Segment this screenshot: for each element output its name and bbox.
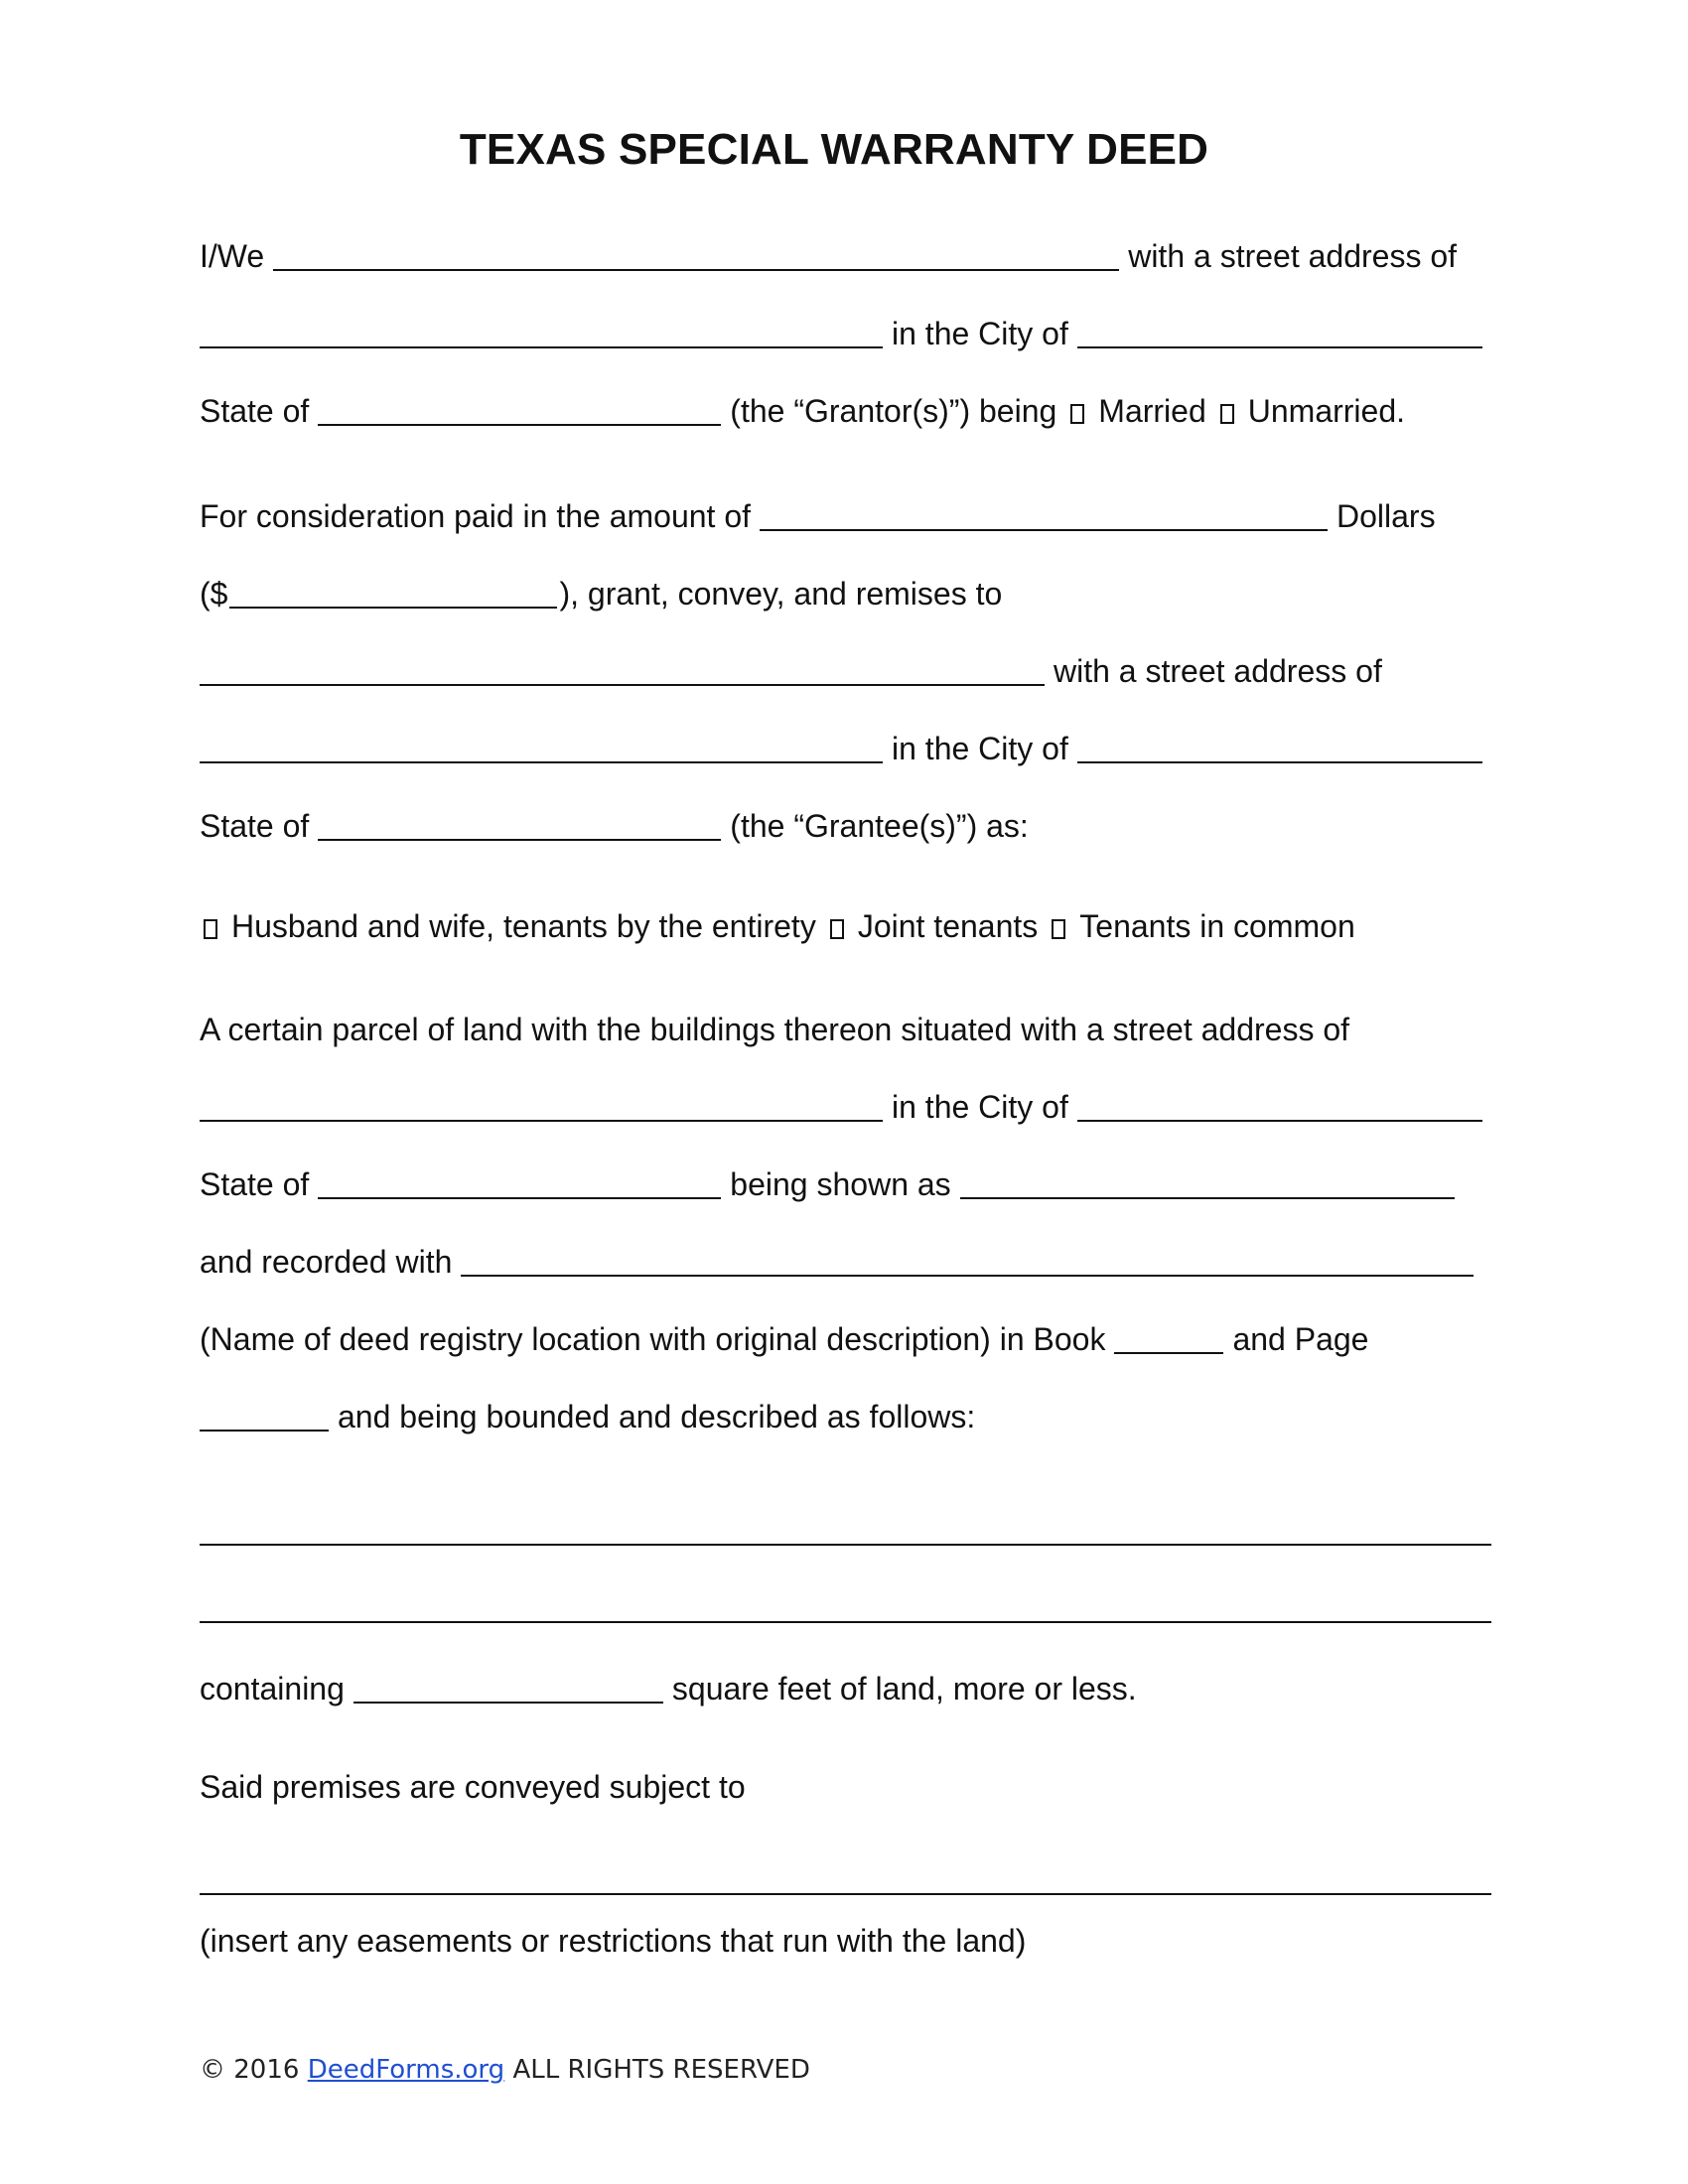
grantee-city-field[interactable] (1077, 759, 1482, 763)
shown-as-label: being shown as (730, 1166, 951, 1202)
tenancy-options-line (200, 903, 1490, 947)
subject-to-label: Said premises are conveyed subject to (200, 1769, 746, 1805)
unmarried-checkbox[interactable] (1220, 404, 1234, 424)
grantor-city-label: in the City of (892, 316, 1068, 351)
containing-label: containing (200, 1671, 345, 1706)
grantor-address-line (200, 311, 1490, 354)
grantor-designation: (the “Grantor(s)”) being (730, 393, 1057, 429)
parcel-city-field[interactable] (1077, 1118, 1482, 1122)
grantee-name-line (200, 648, 1490, 692)
footer (200, 2055, 810, 2085)
consideration-amount-line (200, 571, 1490, 614)
containing-line (200, 1666, 1490, 1709)
joint-tenants-label: Joint tenants (857, 908, 1039, 944)
square-feet-text: square feet of land, more or less. (671, 1671, 1137, 1706)
book-field[interactable] (1114, 1350, 1223, 1354)
grantee-state-label: State of (200, 808, 310, 844)
parcel-address-line (200, 1084, 1490, 1128)
tenants-entirety-checkbox[interactable] (204, 919, 217, 939)
parcel-street-field[interactable] (200, 1118, 883, 1122)
tenants-common-checkbox[interactable] (1052, 919, 1065, 939)
grantor-state-label: State of (200, 393, 310, 429)
description-line-1[interactable] (200, 1544, 1491, 1546)
grantor-state-field[interactable] (318, 422, 721, 426)
unmarried-label: Unmarried. (1247, 393, 1406, 429)
parcel-intro: A certain parcel of land with the buildings thereon situated with a street address of (200, 1012, 1350, 1047)
grantor-name-line (200, 233, 1490, 277)
registry-line (200, 1316, 1490, 1360)
grantor-street-field[interactable] (200, 344, 883, 348)
grantor-name-field[interactable] (273, 267, 1119, 271)
tenants-entirety-label: Husband and wife, tenants by the entirety (231, 908, 816, 944)
parcel-state-label: State of (200, 1166, 310, 1202)
consideration-amount-number-field[interactable] (229, 605, 557, 609)
dollar-open: ($ (200, 576, 228, 612)
grantee-address-line (200, 726, 1490, 769)
parcel-city-label: in the City of (892, 1089, 1068, 1125)
married-label: Married (1098, 393, 1206, 429)
grantee-city-label: in the City of (892, 731, 1068, 766)
description-line-2[interactable] (200, 1621, 1491, 1623)
grant-text: ), grant, convey, and remises to (559, 576, 1003, 612)
page-number-field[interactable] (200, 1428, 329, 1432)
copyright-text: © 2016 (200, 2055, 300, 2085)
grantee-designation: (the “Grantee(s)”) as: (730, 808, 1029, 844)
grantor-state-line (200, 388, 1490, 432)
grantee-street-field[interactable] (200, 759, 883, 763)
subject-to-line (200, 1764, 1490, 1808)
registry-text: (Name of deed registry location with original description) in Book (200, 1321, 1106, 1357)
recorded-with-label: and recorded with (200, 1244, 453, 1280)
easements-field[interactable] (200, 1893, 1491, 1895)
easements-note-line (200, 1918, 1490, 1962)
grantee-street-label: with a street address of (1054, 653, 1382, 689)
grantor-prefix: I/We (200, 238, 265, 274)
consideration-label: For consideration paid in the amount of (200, 498, 751, 534)
grantor-city-field[interactable] (1077, 344, 1482, 348)
parcel-state-line (200, 1161, 1490, 1205)
bounded-line (200, 1394, 1490, 1437)
easements-note: (insert any easements or restrictions that run with the land) (200, 1923, 1027, 1959)
married-checkbox[interactable] (1070, 404, 1084, 424)
bounded-text: and being bounded and described as follows: (338, 1399, 976, 1434)
grantee-state-line (200, 803, 1490, 847)
page-label: and Page (1232, 1321, 1369, 1357)
dollars-label: Dollars (1336, 498, 1436, 534)
document-title: TEXAS SPECIAL WARRANTY DEED (459, 125, 1209, 174)
consideration-line (200, 493, 1490, 537)
grantee-state-field[interactable] (318, 837, 721, 841)
parcel-intro-line (200, 1007, 1490, 1050)
recorded-with-line (200, 1239, 1490, 1283)
parcel-state-field[interactable] (318, 1195, 721, 1199)
tenants-common-label: Tenants in common (1079, 908, 1355, 944)
consideration-amount-words-field[interactable] (760, 527, 1328, 531)
grantee-name-field[interactable] (200, 682, 1045, 686)
joint-tenants-checkbox[interactable] (830, 919, 844, 939)
rights-text: ALL RIGHTS RESERVED (512, 2055, 810, 2085)
grantor-street-label: with a street address of (1128, 238, 1458, 274)
deedforms-link[interactable]: DeedForms.org (307, 2055, 505, 2085)
recorded-with-field[interactable] (461, 1273, 1474, 1277)
square-feet-field[interactable] (353, 1700, 663, 1704)
shown-as-field[interactable] (960, 1195, 1455, 1199)
